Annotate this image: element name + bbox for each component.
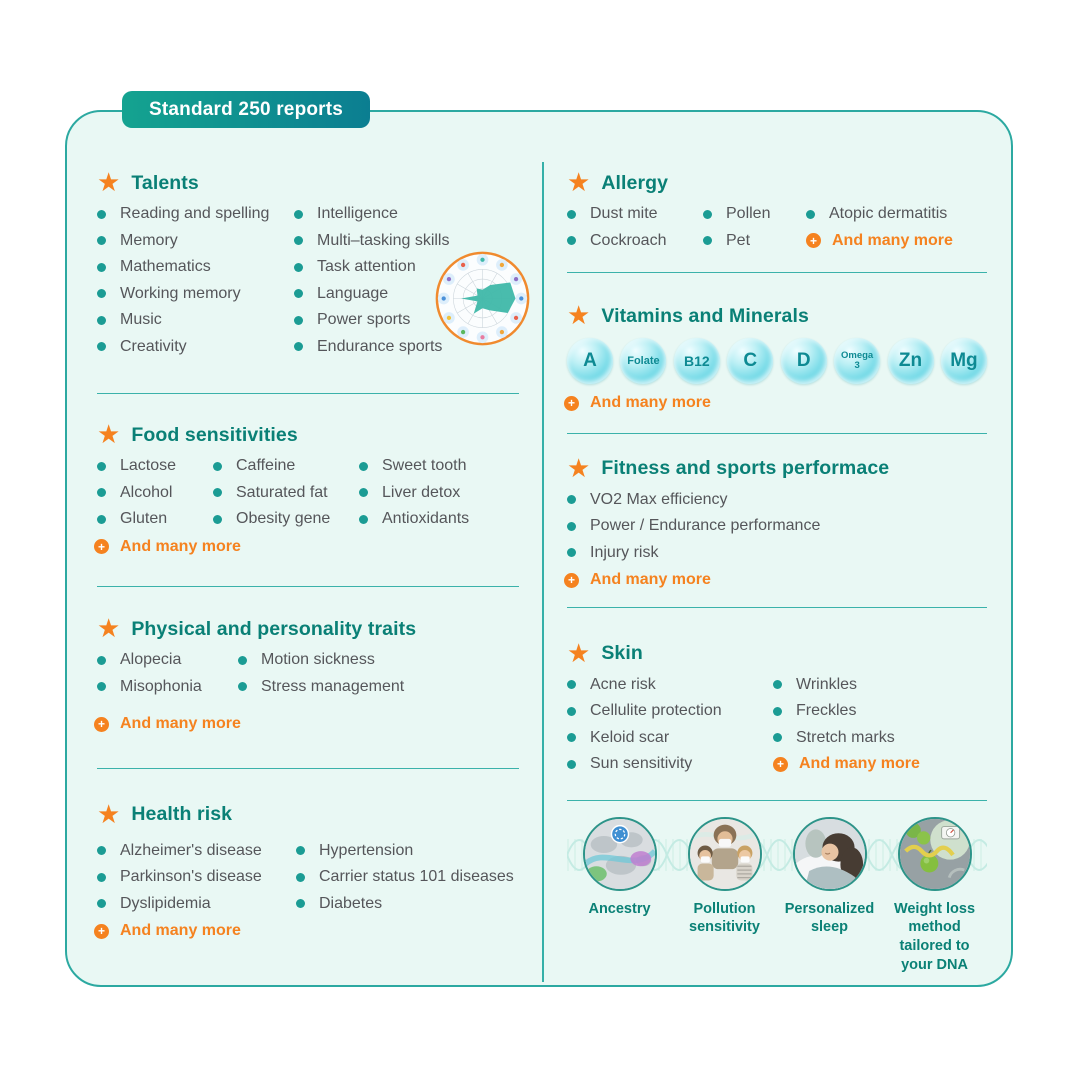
section-title-vitamins: Vitamins and Minerals — [601, 304, 809, 327]
feature-personalized-sleep — [777, 817, 882, 975]
list-item — [97, 674, 238, 701]
bullet-icon — [567, 707, 576, 716]
feature-pollution-sensitivity — [672, 817, 777, 975]
bullet-icon — [97, 899, 106, 908]
list-item — [97, 307, 294, 334]
bullet-icon — [238, 682, 247, 691]
bullet-icon — [567, 495, 576, 504]
feature-label: Weight loss method tailored to your DNA — [893, 900, 976, 974]
feature-label: Pollution sensitivity — [689, 900, 760, 936]
talents-radar-chart-image — [434, 250, 531, 347]
health-list — [97, 838, 519, 918]
list-item — [567, 513, 987, 540]
star-icon: ★ — [97, 613, 121, 643]
list-item-label: Creativity — [120, 337, 187, 355]
list-item-label: Injury risk — [590, 543, 659, 561]
list-item-label: Hypertension — [319, 841, 414, 859]
bullet-icon — [567, 680, 576, 689]
section-heading — [97, 419, 519, 449]
bullet-icon — [567, 522, 576, 531]
bullet-icon — [97, 462, 106, 471]
bullet-icon — [97, 873, 106, 882]
food-list — [97, 453, 519, 533]
star-icon: ★ — [97, 419, 121, 449]
list-item — [773, 725, 987, 752]
list-item-label: Alzheimer's disease — [120, 841, 262, 859]
list-item-label: Freckles — [796, 702, 857, 720]
bullet-icon — [294, 236, 303, 245]
bullet-icon — [238, 656, 247, 665]
bullet-icon — [359, 462, 368, 471]
list-item — [567, 540, 987, 567]
bullet-icon — [296, 873, 305, 882]
bullet-icon — [294, 316, 303, 325]
features-row — [567, 817, 987, 975]
section-heading — [97, 798, 519, 829]
list-item — [213, 453, 359, 480]
pollution-sensitivity-photo — [688, 817, 762, 891]
list-item-label: Intelligence — [317, 205, 398, 223]
and-many-more — [806, 228, 987, 255]
vitamin-bubble-b12: B12 — [674, 338, 720, 384]
bullet-icon — [806, 210, 815, 219]
badge-standard-250-reports — [122, 91, 370, 128]
plus-circle-icon: + — [806, 233, 821, 248]
and-many-more-label: And many more — [120, 715, 241, 733]
list-item — [773, 672, 987, 699]
horizontal-divider — [97, 393, 519, 394]
bullet-icon — [703, 236, 712, 245]
plus-circle-icon: + — [564, 573, 579, 588]
plus-circle-icon: + — [773, 757, 788, 772]
and-many-more — [97, 711, 519, 738]
list-item-label: Sun sensitivity — [590, 755, 693, 773]
bullet-icon — [97, 289, 106, 298]
list-item-label: Endurance sports — [317, 337, 443, 355]
list-item-label: Language — [317, 284, 389, 302]
list-item — [97, 480, 213, 507]
list-item-label: Caffeine — [236, 457, 296, 475]
star-icon: ★ — [567, 452, 591, 483]
section-skin — [567, 637, 987, 778]
star-icon: ★ — [567, 300, 591, 330]
list-item-label: Wrinkles — [796, 675, 858, 693]
list-item — [213, 506, 359, 533]
bullet-icon — [703, 210, 712, 219]
list-item — [567, 487, 987, 514]
section-title-talents: Talents — [131, 171, 199, 194]
personalized-sleep-photo — [793, 817, 867, 891]
bullet-icon — [213, 462, 222, 471]
feature-ancestry — [567, 817, 672, 975]
bullet-icon — [97, 656, 106, 665]
horizontal-divider — [97, 586, 519, 587]
list-item-label: Mathematics — [120, 258, 211, 276]
list-item-label: Liver detox — [382, 483, 461, 501]
horizontal-divider — [567, 607, 987, 608]
vitamin-bubble-c: C — [727, 338, 773, 384]
plus-circle-icon: + — [94, 539, 109, 554]
vitamin-bubble-a: A — [567, 338, 613, 384]
list-item-label: Gluten — [120, 510, 168, 528]
bullet-icon — [97, 236, 106, 245]
bullet-icon — [97, 210, 106, 219]
section-title-health: Health risk — [131, 803, 233, 825]
list-item — [97, 838, 296, 865]
vitamin-bubble-d: D — [781, 338, 827, 384]
list-item-label: Stress management — [261, 677, 405, 695]
bullet-icon — [773, 733, 782, 742]
list-item-label: Atopic dermatitis — [829, 205, 948, 223]
list-item-label: Cockroach — [590, 231, 667, 249]
list-item — [97, 506, 213, 533]
bullet-icon — [213, 488, 222, 497]
section-heading — [97, 613, 519, 643]
list-item-label: Dust mite — [590, 205, 658, 223]
section-allergy — [567, 167, 987, 254]
list-item — [567, 725, 773, 752]
list-item — [97, 453, 213, 480]
plus-circle-icon: + — [94, 717, 109, 732]
section-title-food: Food sensitivities — [131, 423, 298, 446]
reports-card — [65, 110, 1013, 987]
list-item — [97, 228, 294, 255]
right-column — [567, 167, 987, 975]
list-item — [703, 228, 806, 255]
list-item — [296, 864, 519, 891]
section-title-allergy: Allergy — [601, 171, 669, 194]
section-food-sensitivities — [97, 419, 519, 560]
list-item — [213, 480, 359, 507]
list-item — [567, 672, 773, 699]
star-icon: ★ — [97, 167, 121, 197]
section-heading — [567, 300, 987, 330]
list-item-label: Cellulite protection — [590, 702, 722, 720]
feature-label: Ancestry — [588, 900, 651, 917]
vitamin-bubbles-row — [567, 338, 987, 384]
list-item-label: Keloid scar — [590, 728, 670, 746]
list-item-label: Task attention — [317, 258, 416, 276]
list-item — [238, 674, 519, 701]
list-item-label: Sweet tooth — [382, 457, 467, 475]
section-heading — [567, 637, 987, 668]
bullet-icon — [773, 680, 782, 689]
fitness-list — [567, 487, 987, 567]
bullet-icon — [97, 316, 106, 325]
list-item — [567, 698, 773, 725]
horizontal-divider — [567, 800, 987, 801]
bullet-icon — [567, 760, 576, 769]
list-item — [97, 281, 294, 308]
list-item — [773, 698, 987, 725]
and-many-more — [567, 390, 987, 417]
list-item — [97, 864, 296, 891]
plus-circle-icon: + — [94, 924, 109, 939]
section-vitamins-minerals — [567, 300, 987, 417]
bullet-icon — [359, 515, 368, 524]
and-many-more — [97, 534, 519, 561]
bullet-icon — [294, 342, 303, 351]
bullet-icon — [296, 899, 305, 908]
vitamin-bubble-folate: Folate — [620, 338, 666, 384]
list-item-label: Pollen — [726, 205, 771, 223]
weight-loss-photo — [898, 817, 972, 891]
section-title-skin: Skin — [601, 642, 643, 664]
bullet-icon — [97, 515, 106, 524]
list-item — [97, 647, 238, 674]
bullet-icon — [294, 210, 303, 219]
bullet-icon — [97, 682, 106, 691]
list-item — [97, 334, 294, 361]
bullet-icon — [97, 846, 106, 855]
list-item-label: Parkinson's disease — [120, 868, 262, 886]
section-physical-traits — [97, 613, 519, 738]
section-title-physical: Physical and personality traits — [131, 617, 417, 640]
list-item-label: Stretch marks — [796, 728, 895, 746]
horizontal-divider — [567, 433, 987, 434]
skin-list — [567, 672, 987, 778]
list-item-label: Motion sickness — [261, 651, 375, 669]
and-many-more — [567, 567, 987, 594]
list-item — [359, 506, 519, 533]
vertical-divider — [542, 162, 544, 982]
section-heading — [567, 452, 987, 483]
list-item — [97, 891, 296, 918]
list-item-label: VO2 Max efficiency — [590, 490, 728, 508]
list-item-label: Power sports — [317, 311, 411, 329]
bullet-icon — [97, 488, 106, 497]
list-item — [97, 201, 294, 228]
list-item-label: Alopecia — [120, 651, 182, 669]
star-icon: ★ — [567, 637, 591, 668]
list-item — [567, 201, 703, 228]
bullet-icon — [296, 846, 305, 855]
list-item-label: Antioxidants — [382, 510, 470, 528]
list-item-label: Working memory — [120, 284, 241, 302]
and-many-more — [97, 918, 519, 945]
list-item-label: Carrier status 101 diseases — [319, 868, 514, 886]
bullet-icon — [567, 236, 576, 245]
and-many-more-label: And many more — [799, 755, 920, 773]
section-fitness — [567, 452, 987, 594]
list-item-label: Lactose — [120, 457, 177, 475]
list-item-label: Acne risk — [590, 675, 656, 693]
list-item-label: Power / Endurance performance — [590, 517, 821, 535]
and-many-more-label: And many more — [832, 231, 953, 249]
list-item — [294, 201, 519, 228]
allergy-list — [567, 201, 987, 254]
list-item — [97, 254, 294, 281]
list-item-label: Diabetes — [319, 894, 383, 912]
list-item — [296, 891, 519, 918]
list-item-label: Misophonia — [120, 677, 202, 695]
bullet-icon — [213, 515, 222, 524]
and-many-more — [773, 751, 987, 778]
list-item-label: Saturated fat — [236, 483, 328, 501]
feature-weight-loss — [882, 817, 987, 975]
star-icon: ★ — [97, 798, 121, 829]
bullet-icon — [294, 263, 303, 272]
section-health-risk — [97, 798, 519, 945]
horizontal-divider — [97, 768, 519, 769]
list-item-label: Multi–tasking skills — [317, 231, 450, 249]
list-item-label: Obesity gene — [236, 510, 331, 528]
section-heading — [97, 167, 519, 197]
vitamin-bubble-omega3: Omega 3 — [834, 338, 880, 384]
list-item — [359, 480, 519, 507]
ancestry-photo — [583, 817, 657, 891]
list-item-label: Alcohol — [120, 483, 173, 501]
bullet-icon — [97, 263, 106, 272]
list-item-label: Memory — [120, 231, 178, 249]
section-heading — [567, 167, 987, 197]
list-item — [806, 201, 987, 228]
bullet-icon — [567, 548, 576, 557]
bullet-icon — [567, 733, 576, 742]
feature-label: Personalized sleep — [784, 900, 875, 936]
and-many-more-label: And many more — [590, 571, 711, 589]
and-many-more-label: And many more — [120, 922, 241, 940]
list-item-label: Dyslipidemia — [120, 894, 211, 912]
bullet-icon — [97, 342, 106, 351]
vitamin-bubble-mg: Mg — [941, 338, 987, 384]
list-item — [567, 228, 703, 255]
and-many-more-label: And many more — [120, 537, 241, 555]
list-item-label: Reading and spelling — [120, 205, 270, 223]
bullet-icon — [567, 210, 576, 219]
list-item — [567, 751, 773, 778]
list-item — [238, 647, 519, 674]
plus-circle-icon: + — [564, 396, 579, 411]
bullet-icon — [294, 289, 303, 298]
physical-list — [97, 647, 519, 700]
list-item — [296, 838, 519, 865]
and-many-more-label: And many more — [590, 394, 711, 412]
list-item — [703, 201, 806, 228]
bullet-icon — [773, 707, 782, 716]
badge-label: Standard 250 reports — [149, 98, 344, 120]
horizontal-divider — [567, 272, 987, 273]
bullet-icon — [359, 488, 368, 497]
list-item — [359, 453, 519, 480]
vitamin-bubble-zn: Zn — [888, 338, 934, 384]
list-item-label: Music — [120, 311, 162, 329]
list-item-label: Pet — [726, 231, 751, 249]
section-title-fitness: Fitness and sports performace — [601, 457, 890, 479]
star-icon: ★ — [567, 167, 591, 197]
